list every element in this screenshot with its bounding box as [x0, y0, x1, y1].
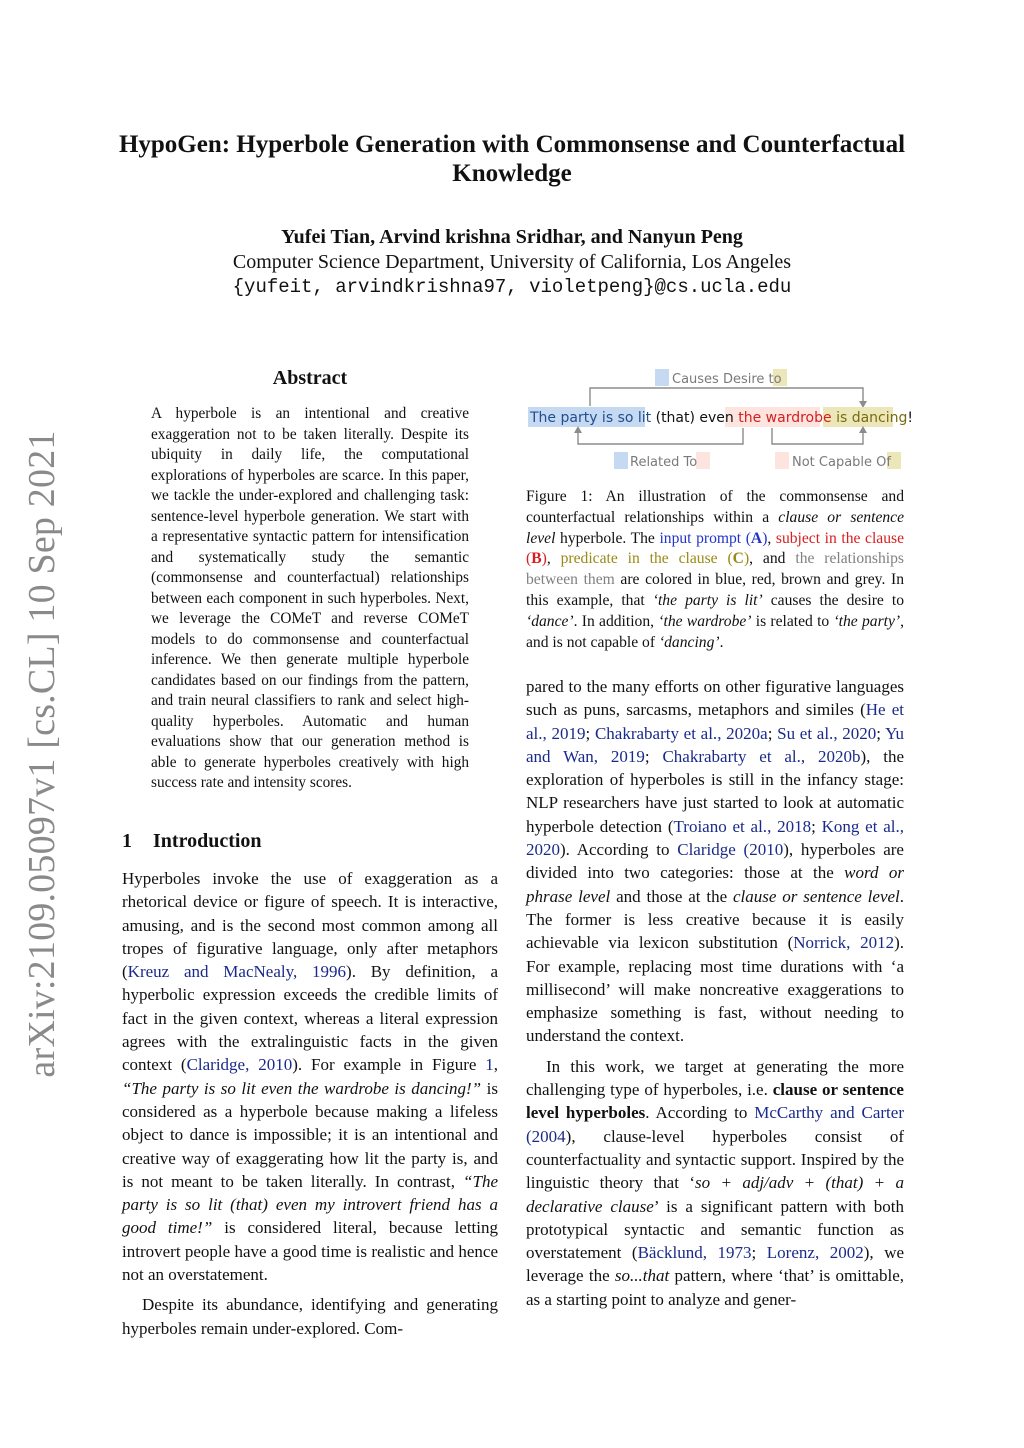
causes-desire-arrowhead	[859, 401, 867, 408]
citation-he[interactable]: He et al., 2019	[526, 700, 905, 743]
intro-paragraph-4: In this work, we target at generating the more challenging type of hyperboles, i.e. clause or sentence level hyperboles. According to McCarthy and Carter (2004), clause-level hyperboles consist of counterfactuality and syntactic support. Inspired by the linguistic theory that ‘so + adj/adv + (that) + a declarative clause’ is a significant pattern with both prototypical syntactic and semantic function as overstatement (Bäcklund, 1973; Lorenz, 2002), we leverage the so...that pattern, where ‘that’ is omittable, as a starting point to analyze and gener-	[526, 1056, 905, 1309]
related-label-blue-swatch	[614, 452, 628, 469]
predicate-text: is dancing	[836, 410, 908, 426]
citation-su[interactable]: Su et al., 2020	[777, 723, 877, 743]
svg-text:The party is so lit (that) eve	[529, 410, 913, 426]
intro-right-column	[526, 675, 904, 1311]
related-to-arrow	[578, 428, 743, 444]
email: {yufeit, arvindkrishna97, violetpeng}@cs.ucla.edu	[232, 276, 792, 298]
related-to-label: Related To	[630, 455, 698, 470]
citation-claridge-2[interactable]: Claridge (2010	[677, 840, 784, 860]
intro-paragraph-1: Hyperboles invoke the use of exaggeration as a rhetorical device or figure of speech. It is interactive, amusing, and is the second most common among all tropes of figurative language, only after metaphors (Kreuz and MacNealy, 1996). By definition, a hyperbolic expression exceeds the credible limits of fact in the given context, whereas a literal expression agrees with the extralinguistic facts in the given context (Claridge, 2010). For example in Figure 1, “The party is so lit even the wardrobe is dancing!” is considered as a hyperbole because making a lifeless object to dance is impossible; it is an intentional and creative way of exaggerating how lit the party is, and is not meant to be taken literally. In contrast, “The party is so lit (that) even my introvert friend has a good time!” is considered literal, because letting introvert people have a good time is realistic and hence not an overstatement.	[122, 869, 499, 1285]
citation-norrick[interactable]: Norrick, 2012	[793, 933, 895, 953]
subject-text: the wardrobe	[738, 410, 832, 426]
title-line-1: HypoGen: Hyperbole Generation with Commonsense and Counterfactual	[118, 131, 906, 158]
section-heading	[122, 830, 262, 853]
abstract-heading: Abstract	[272, 367, 348, 389]
intro-paragraph-3: pared to the many efforts on other figurative languages such as puns, sarcasms, metaphors and similes (He et al., 2019; Chakrabarty et al., 2020a; Su et al., 2020; Yu and Wan, 2019; Chakrabarty et al., 2020b), the exploration of hyperboles is still in the infancy stage: NLP researchers have just started to look at automatic hyperbole detection (Troiano et al., 2018; Kong et al., 2020). According to Claridge (2010), hyperboles are divided into two categories: those at the word or phrase level and those at the clause or sentence level. The former is less creative because it is easily achievable via lexicon substitution (Norrick, 2012). For example, replacing most time durations with ‘a millisecond’ will make noncreative exaggerations to emphasize something is fast, without needing to understand the context.	[526, 677, 905, 1046]
related-to-arrowhead	[574, 426, 582, 433]
section-number: 1	[122, 830, 132, 852]
intro-paragraph-2: Despite its abundance, identifying and generating hyperboles remain under-explored. Com-	[122, 1295, 498, 1338]
citation-claridge[interactable]: Claridge, 2010	[186, 1055, 293, 1075]
citation-mccarthy[interactable]: McCarthy and Carter (2004	[526, 1103, 904, 1146]
notcap-label-red-swatch	[775, 452, 789, 469]
title-line-2: Knowledge	[452, 160, 572, 187]
top-label-blue-swatch	[655, 369, 669, 386]
not-capable-label: Not Capable Of	[792, 455, 891, 470]
section-title: Introduction	[153, 830, 262, 852]
prompt-text: The party is so lit	[530, 410, 652, 426]
citation-chakrabarty-a[interactable]: Chakrabarty et al., 2020a	[594, 723, 768, 743]
citation-troiano[interactable]: Troiano et al., 2018	[673, 816, 812, 836]
not-capable-arrowhead	[859, 426, 867, 433]
not-capable-arrow	[772, 428, 863, 444]
causes-desire-arrow	[590, 388, 863, 406]
citation-yu-wan[interactable]: Yu and Wan, 2019	[526, 723, 904, 766]
end-mark: !	[907, 410, 914, 426]
affiliation: Computer Science Department, University of California, Los Angeles	[232, 251, 792, 273]
citation-kreuz[interactable]: Kreuz and MacNealy, 1996	[127, 962, 347, 982]
related-label-red-swatch	[696, 452, 710, 469]
authors: Yufei Tian, Arvind krishna Sridhar, and Nanyun Peng	[281, 226, 743, 248]
citation-kong[interactable]: Kong et al., 2020	[526, 816, 904, 860]
intro-left-column	[122, 867, 498, 1340]
figure-ref[interactable]: 1	[485, 1055, 494, 1075]
figure-1-diagram	[526, 362, 914, 482]
citation-lorenz[interactable]: Lorenz, 2002	[766, 1243, 864, 1263]
that-even-text: (that) even	[651, 410, 739, 426]
citation-chakrabarty-b[interactable]: Chakrabarty et al., 2020b	[662, 746, 861, 766]
figure-1-caption: Figure 1: An illustration of the commonsense and counterfactual relationships within a clause or sentence level hyperbole. The input prompt (A), subject in the clause (B), predicate in the clause (C), and the relationships between them are colored in blue, red, brown and grey. In this example, that ‘the party is lit’ causes the desire to ‘dance’. In addition, ‘the wardrobe’ is related to ‘the party’, and is not capable of ‘dancing’.	[526, 488, 905, 651]
citation-backlund[interactable]: Bäcklund, 1973	[637, 1243, 752, 1263]
abstract-text: A hyperbole is an intentional and creative exaggeration not to be taken literally. Despite its ubiquity in daily life, the computational explorations of hyperboles are scarce. In this paper, we tackle the under-explored and challenging task: sentence-level hyperbole generation. We start with a representative syntactic pattern for intensification and systematically study the semantic (commonsense and counterfactual) relationships between each component in such hyperboles. Next, we leverage the COMeT and reverse COMeT models to do commonsense and counterfactual inference. We then generate multiple hyperbole candidates based on our findings from the pattern, and train neural classifiers to rank and select high-quality hyperboles. Automatic and human evaluations show that our generation method is able to generate hyperboles creatively with high success rate and intensity scores.	[151, 405, 469, 791]
top-label: Causes Desire to	[672, 372, 782, 387]
arxiv-side-identifier: arXiv:2109.05097v1 [cs.CL] 10 Sep 2021	[21, 430, 63, 1078]
paper-title	[110, 130, 914, 188]
